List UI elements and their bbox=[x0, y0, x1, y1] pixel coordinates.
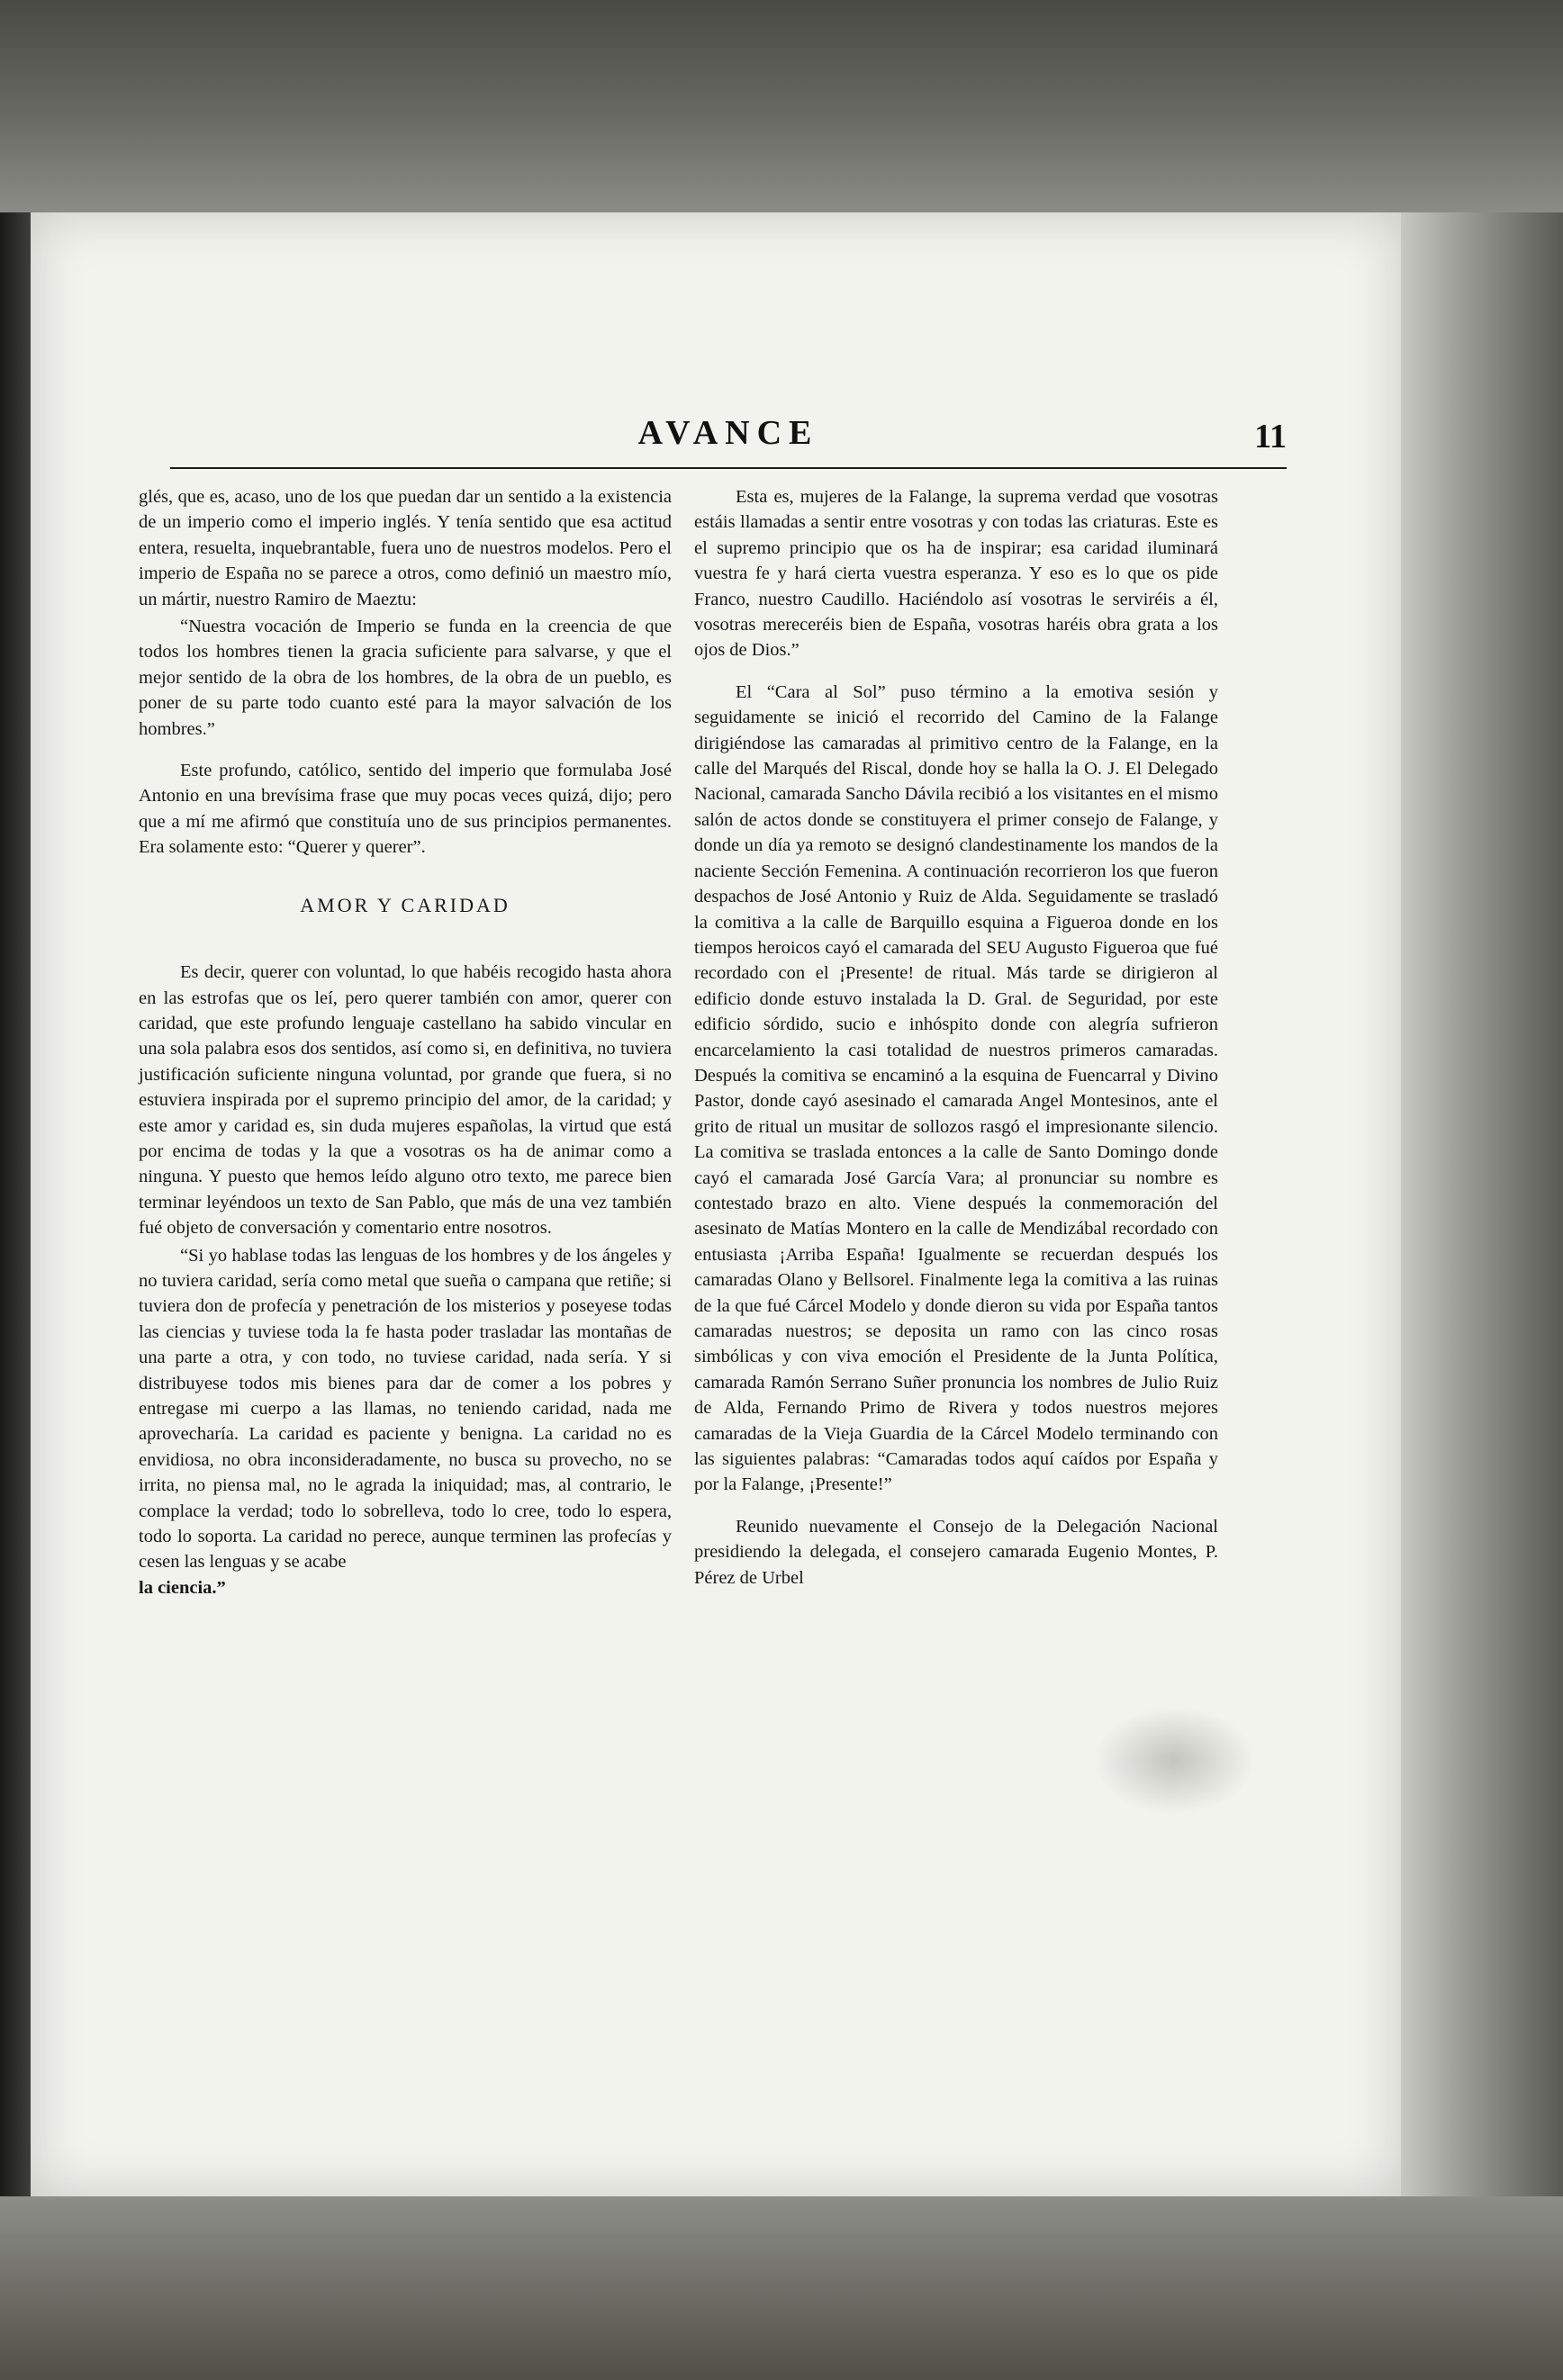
film-border-right bbox=[1401, 212, 1563, 2380]
quote-san-pablo: “Si yo hablase todas las lenguas de los hombres y de los ángeles y no tuviera caridad, sería como metal que sueña o campana que retiñe; si tuviera don de profecía y penetración de los misterios y poseyese todas las ciencias y tuviese toda la fe hasta poder trasladar las montañas de una parte a otra, y con todo, no tuviese caridad, nada sería. Y si distribuyese todos mis bienes para dar de comer a los pobres y entregase mi cuerpo a las llamas, no teniendo caridad, nada me aprovecharía. La caridad es paciente y benigna. La caridad no es envidiosa, no obra inconsideradamente, no busca su provecho, no se irrita, no piensa mal, no le agrada la iniquidad; mas, al contrario, le complace la verdad; todo lo sobrelleva, todo lo cree, todo lo espera, todo lo soporta. La caridad no perece, aunque terminen las profecías y cesen las lenguas y se acabe bbox=[139, 1245, 672, 1573]
masthead bbox=[170, 413, 1287, 469]
section-heading: AMOR Y CARIDAD bbox=[300, 893, 510, 916]
publication-title: AVANCE bbox=[637, 414, 819, 452]
document-page bbox=[31, 212, 1401, 2196]
paragraph: El “Cara al Sol” puso término a la emotiva sesión y seguidamente se inició el recorrido del Camino de la Falange dirigiéndose las camaradas al primitivo centro de la Falange, en la calle del Marqués del Riscal, donde hoy se halla la O. J. El Delegado Nacional, camarada Sancho Dávila recibió a los visitantes en el mismo salón de actos donde se constituyera el primer consejo de Falange, y donde un día ya remoto se designó clandestinamente los mandos de la naciente Sección Femenina. A continuación recorrieron los que fueron despachos de José Antonio y Ruiz de Alda. Seguidamente se trasladó la comitiva a la calle de Barquillo esquina a Figueroa donde en los tiempos heroicos cayó el camarada del SEU Augusto Figueroa que fué recordado con el ¡Presente! de ritual. Más tarde se dirigieron al edificio donde estuvo instalada la D. Gral. de Seguridad, por este edificio sórdido, sucio e inhóspito donde con alegría sufrieron encarcelamiento la casi totalidad de nuestros primeros camaradas. Después la comitiva se encaminó a la esquina de Fuencarral y Divino Pastor, donde cayó asesinado el camarada Angel Montesinos, ante el grito de ritual un musitar de sollozos rasgó el impresionante silencio. La comitiva se traslada entonces a la calle de Santo Domingo donde cayó el camarada José García Vara; al pronunciar su nombre es contestado brazo en alto. Viene después la conmemoración del asesinato de Matías Montero en la calle de Mendizábal recordado con entusiasta ¡Arriba España! Igualmente se recuerdan después los camaradas Olano y Bellsorel. Finalmente lega la comitiva a las ruinas de la que fué Cárcel Modelo y donde dieron su vida por España tantos camaradas nuestros; se deposita un ramo con las cinco rosas simbólicas y con viva emoción el Presidente de la Junta Política, camarada Ramón Serrano Suñer pronuncia los nombres de Julio Ruiz de Alda, Fernando Primo de Rivera y todos nuestros mejores camaradas de la Vieja Guardia de la Cárcel Modelo terminando con las siguientes palabras: “Camaradas todos aquí caídos por España y por la Falange, ¡Presente!” bbox=[694, 681, 1218, 1495]
paragraph: glés, que es, acaso, uno de los que puedan dar un sentido a la existencia de un imperio como el imperio inglés. Y tenía sentido que esa actitud entera, resuelta, inquebrantable, fuera uno de nuestros modelos. Pero el imperio de España no se parece a otros, como definió un maestro mío, un mártir, nuestro Ramiro de Maeztu: bbox=[139, 487, 672, 609]
left-column bbox=[139, 484, 672, 1600]
right-column bbox=[694, 484, 1218, 1591]
page-number: 11 bbox=[1254, 418, 1287, 455]
paragraph: Esta es, mujeres de la Falange, la suprema verdad que vosotras estáis llamadas a sentir entre vosotras y con todas las criaturas. Este es el supremo principio que os ha de inspirar; esa caridad iluminará vuestra fe y hará cierta vuestra esperanza. Y eso es lo que os pide Franco, nuestro Caudillo. Haciéndolo así vosotras le serviréis a él, vosotras mereceréis bien de España, vosotras haréis obra grata a los ojos de Dios.” bbox=[694, 487, 1218, 661]
film-border-top bbox=[0, 0, 1563, 212]
print-smudge bbox=[1093, 1707, 1255, 1815]
paragraph: Este profundo, católico, sentido del imperio que formulaba José Antonio en una brevísima frase que muy pocas veces quizá, dijo; pero que a mí me afirmó que constituía uno de sus principios permanentes. Era solamente esto: “Querer y querer”. bbox=[139, 761, 672, 858]
paragraph-closing: Reunido nuevamente el Consejo de la Delegación Nacional presidiendo la delegada, el consejero camarada Eugenio Montes, P. Pérez de Urbel bbox=[694, 1516, 1218, 1588]
film-border-left bbox=[0, 212, 31, 2380]
quote-maeztu: “Nuestra vocación de Imperio se funda en la creencia de que todos los hombres tienen la gracia suficiente para salvarse, y que el mejor sentido de la obra de los hombres, de la obra de un pueblo, es poner de su parte todo cuanto esté para la mayor salvación de los hombres.” bbox=[139, 617, 672, 739]
film-border-bottom bbox=[0, 2196, 1563, 2380]
paragraph: Es decir, querer con voluntad, lo que habéis recogido hasta ahora en las estrofas que os leí, pero querer también con amor, querer con caridad, que este profundo lenguaje castellano ha sabido vincular en una sola palabra esos dos sentidos, así como si, en definitiva, no tuviera justificación suficiente ninguna voluntad, por grande que fuera, si no estuviera inspirada por el supremo principio del amor, de la caridad; y este amor y caridad es, sin duda mujeres españolas, la virtud que está por encima de todas y la que a vosotras os ha de animar como a ninguna. Y puesto que hemos leído alguno otro texto, me parece bien terminar leyéndoos un texto de San Pablo, que más de una vez también fué objeto de conversación y comentario entre nosotros. bbox=[139, 962, 672, 1239]
quote-end: la ciencia.” bbox=[139, 1577, 226, 1598]
